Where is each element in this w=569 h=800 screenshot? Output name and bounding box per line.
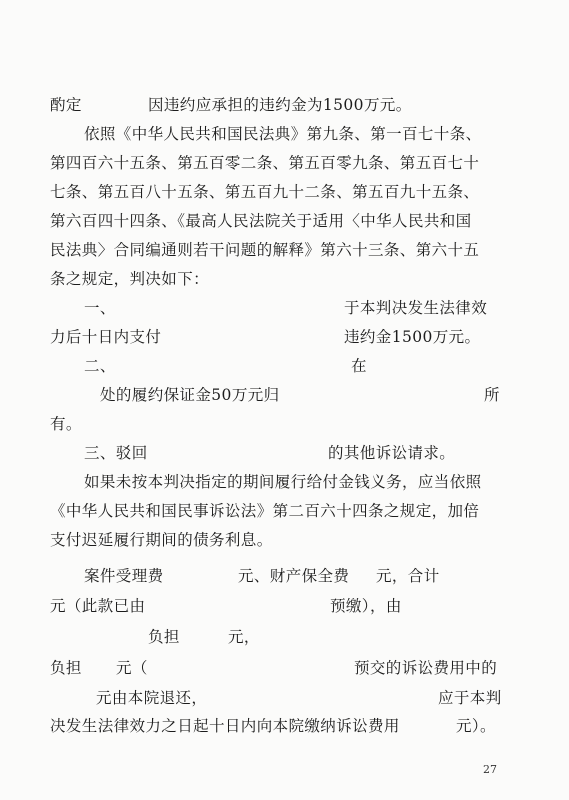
text-line-9b: 违约金1500万元。 (344, 328, 481, 346)
text-line-19a: 负担 (148, 628, 180, 646)
text-line-20c: 预交的诉讼费用中的 (354, 659, 498, 677)
text-line-20b: 元（ (116, 659, 148, 677)
text-line-11a: 处的履约保证金50万元归 (100, 386, 280, 404)
text-line-21b: 应于本判 (438, 689, 502, 707)
text-line-21a: 元由本院退还， (96, 689, 208, 707)
text-line-13b: 的其他诉讼请求。 (328, 444, 456, 462)
text-line-11b: 所 (484, 386, 500, 404)
text-line-17c: 元，合计 (376, 567, 440, 585)
text-line-6: 民法典〉合同编通则若干问题的解释》第六十三条、第六十五 (50, 241, 480, 259)
text-line-10b: 在 (351, 357, 367, 375)
text-line-10a: 二、 (84, 357, 116, 375)
text-line-8b: 于本判决发生法律效 (344, 299, 488, 317)
text-line-17b: 元、财产保全费 (238, 567, 350, 585)
text-line-7: 条之规定，判决如下： (50, 270, 210, 288)
text-line-2: 依照《中华人民共和国民法典》第九条、第一百七十条、 (84, 125, 482, 143)
text-line-14: 如果未按本判决指定的期间履行给付金钱义务，应当依照 (84, 473, 482, 491)
text-line-1a: 酌定 (50, 96, 82, 114)
text-line-16: 支付迟延履行期间的债务利息。 (50, 531, 273, 549)
text-line-3: 第四百六十五条、第五百零二条、第五百零九条、第五百七十 (50, 154, 480, 172)
text-line-4: 七条、第五百八十五条、第五百九十二条、第五百九十五条、 (50, 183, 480, 201)
text-line-17a: 案件受理费 (84, 567, 164, 585)
text-line-15: 《中华人民共和国民事诉讼法》第二百六十四条之规定，加倍 (50, 502, 480, 520)
text-line-22a: 决发生法律效力之日起十日内向本院缴纳诉讼费用 (50, 717, 400, 735)
text-line-8a: 一、 (84, 299, 116, 317)
text-line-1b: 因违约应承担的违约金为1500万元。 (148, 96, 412, 114)
text-line-5: 第六百四十四条、《最高人民法院关于适用〈中华人民共和国 (50, 212, 472, 230)
text-line-9a: 力后十日内支付 (50, 328, 162, 346)
page-number: 27 (483, 763, 497, 776)
text-line-18b: 预缴），由 (330, 597, 402, 615)
text-line-22b: 元）。 (456, 717, 496, 735)
text-line-13a: 三、驳回 (84, 444, 148, 462)
text-line-20a: 负担 (50, 659, 82, 677)
text-line-19b: 元， (228, 628, 260, 646)
text-line-18a: 元（此款已由 (50, 597, 146, 615)
text-line-12: 有。 (50, 415, 82, 433)
